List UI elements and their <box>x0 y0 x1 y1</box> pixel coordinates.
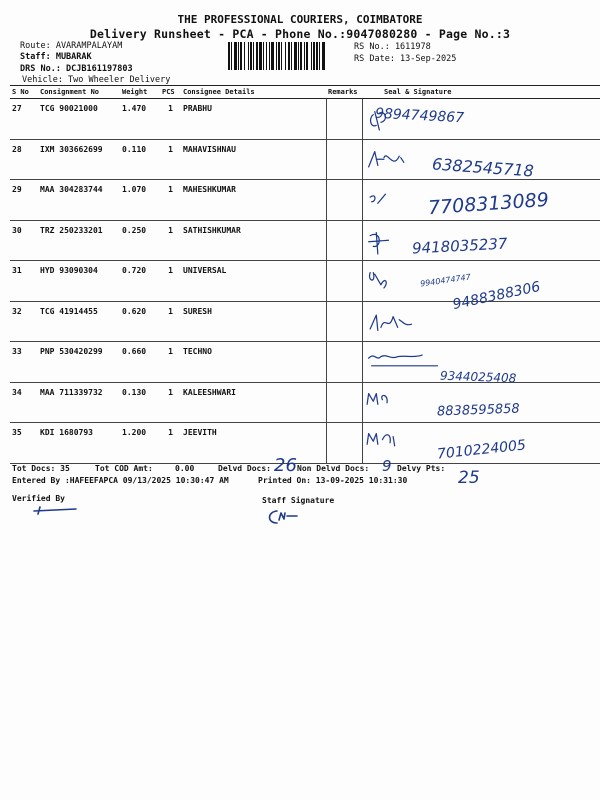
staff-label: Staff: MUBARAK <box>20 52 92 62</box>
handwritten-phone-number: 9418035237 <box>411 234 508 258</box>
delivered-docs-label: Delvd Docs: <box>218 464 271 473</box>
row-sno: 32 <box>10 301 38 342</box>
row-sno: 27 <box>10 99 38 140</box>
rs-number: RS No.: 1611978 <box>354 42 431 52</box>
row-consignee: MAHAVISHNAU <box>181 139 326 180</box>
row-sno: 34 <box>10 382 38 423</box>
row-pcs: 1 <box>160 342 181 383</box>
row-consignment-no: IXM 303662699 <box>38 139 120 180</box>
row-remarks <box>326 180 362 221</box>
delivery-points-label: Delvy Pts: <box>397 464 446 473</box>
row-weight: 0.110 <box>120 139 160 180</box>
barcode <box>228 42 350 70</box>
vehicle-label: Vehicle: Two Wheeler Delivery <box>22 75 171 85</box>
row-remarks <box>326 220 362 261</box>
handwritten-phone-number: 6382545718 <box>431 154 535 181</box>
row-sno: 35 <box>10 423 38 464</box>
delivery-points-handwritten: 25 <box>458 468 480 488</box>
verified-by-label: Verified By <box>12 494 65 503</box>
row-pcs: 1 <box>160 423 181 464</box>
handwritten-phone-number: 9344025408 <box>439 368 517 386</box>
row-consignment-no: HYD 93090304 <box>38 261 120 302</box>
row-sno: 30 <box>10 220 38 261</box>
row-weight: 1.070 <box>120 180 160 221</box>
col-header-weight: Weight <box>120 86 160 99</box>
row-remarks <box>326 382 362 423</box>
runsheet-subtitle: Delivery Runsheet - PCA - Phone No.:9047080280 - Page No.:3 <box>89 27 511 41</box>
row-consignee: SATHISHKUMAR <box>181 220 326 261</box>
row-weight: 0.130 <box>120 382 160 423</box>
company-title: THE PROFESSIONAL COURIERS, COIMBATORE <box>177 13 423 26</box>
row-consignee: KALEESHWARI <box>181 382 326 423</box>
table-row <box>10 220 600 261</box>
staff-signature-label: Staff Signature <box>262 496 335 505</box>
consignee-signature-mark <box>365 389 435 415</box>
row-pcs: 1 <box>160 220 181 261</box>
entered-by: Entered By :HAFEEFAPCA 09/13/2025 10:30:47 AM <box>12 476 229 485</box>
route-label: Route: AVARAMPALAYAM <box>20 41 123 51</box>
consignee-signature-mark <box>365 188 435 214</box>
row-weight: 0.660 <box>120 342 160 383</box>
row-weight: 1.200 <box>120 423 160 464</box>
row-consignee: JEEVITH <box>181 423 326 464</box>
row-consignment-no: TRZ 250233201 <box>38 220 120 261</box>
row-remarks <box>326 301 362 342</box>
row-sno: 31 <box>10 261 38 302</box>
row-remarks <box>326 261 362 302</box>
staff-signature-mark <box>265 508 301 526</box>
row-pcs: 1 <box>160 261 181 302</box>
row-consignment-no: TCG 41914455 <box>38 301 120 342</box>
consignee-signature-mark <box>365 147 435 173</box>
row-weight: 0.620 <box>120 301 160 342</box>
row-pcs: 1 <box>160 139 181 180</box>
row-consignee: TECHNO <box>181 342 326 383</box>
total-cod-label: Tot COD Amt: <box>95 464 153 473</box>
row-consignment-no: KDI 1680793 <box>38 423 120 464</box>
handwritten-phone-number: 9488388306 <box>451 278 542 314</box>
handwritten-phone-number: 9940474747 <box>419 272 472 289</box>
drs-number: DRS No.: DCJB161197803 <box>20 64 133 74</box>
total-docs: Tot Docs: 35 <box>12 464 70 473</box>
row-consignee: SURESH <box>181 301 326 342</box>
row-consignment-no: MAA 304283744 <box>38 180 120 221</box>
row-weight: 0.250 <box>120 220 160 261</box>
handwritten-phone-number: 8838595858 <box>436 401 520 420</box>
col-header-consignment: Consignment No <box>38 86 120 99</box>
row-pcs: 1 <box>160 382 181 423</box>
handwritten-phone-number: 7708313089 <box>427 188 550 220</box>
handwritten-phone-number: 9894749867 <box>374 105 465 127</box>
row-remarks <box>326 139 362 180</box>
table-row <box>10 301 600 342</box>
row-consignee: UNIVERSAL <box>181 261 326 302</box>
col-header-signature: Seal & Signature <box>362 86 600 99</box>
row-pcs: 1 <box>160 180 181 221</box>
col-header-consignee: Consignee Details <box>181 86 326 99</box>
row-consignment-no: MAA 711339732 <box>38 382 120 423</box>
row-remarks <box>326 423 362 464</box>
col-header-pcs: PCS <box>160 86 181 99</box>
col-header-remarks: Remarks <box>326 86 362 99</box>
total-cod-value: 0.00 <box>175 464 195 473</box>
row-consignee: MAHESHKUMAR <box>181 180 326 221</box>
row-weight: 1.470 <box>120 99 160 140</box>
non-delivered-label: Non Delvd Docs: <box>297 464 370 473</box>
printed-on: Printed On: 13-09-2025 10:31:30 <box>258 476 408 485</box>
row-consignment-no: TCG 90021000 <box>38 99 120 140</box>
row-sno: 29 <box>10 180 38 221</box>
row-remarks <box>326 342 362 383</box>
consignee-signature-mark <box>365 429 435 455</box>
rs-date: RS Date: 13-Sep-2025 <box>354 54 457 64</box>
consignee-signature-mark <box>368 349 438 375</box>
consignee-signature-mark <box>365 309 435 335</box>
delivered-docs-handwritten: 26 <box>274 455 297 476</box>
handwritten-phone-number: 7010224005 <box>436 437 527 463</box>
table-row <box>10 99 600 140</box>
row-pcs: 1 <box>160 99 181 140</box>
col-header-sno: S No <box>10 86 38 99</box>
row-remarks <box>326 99 362 140</box>
row-pcs: 1 <box>160 301 181 342</box>
row-consignee: PRABHU <box>181 99 326 140</box>
verified-by-signature <box>30 504 80 516</box>
row-weight: 0.720 <box>120 261 160 302</box>
row-sno: 28 <box>10 139 38 180</box>
non-delivered-handwritten: 9 <box>382 457 392 475</box>
row-sno: 33 <box>10 342 38 383</box>
row-consignment-no: PNP 530420299 <box>38 342 120 383</box>
table-header <box>10 86 600 99</box>
